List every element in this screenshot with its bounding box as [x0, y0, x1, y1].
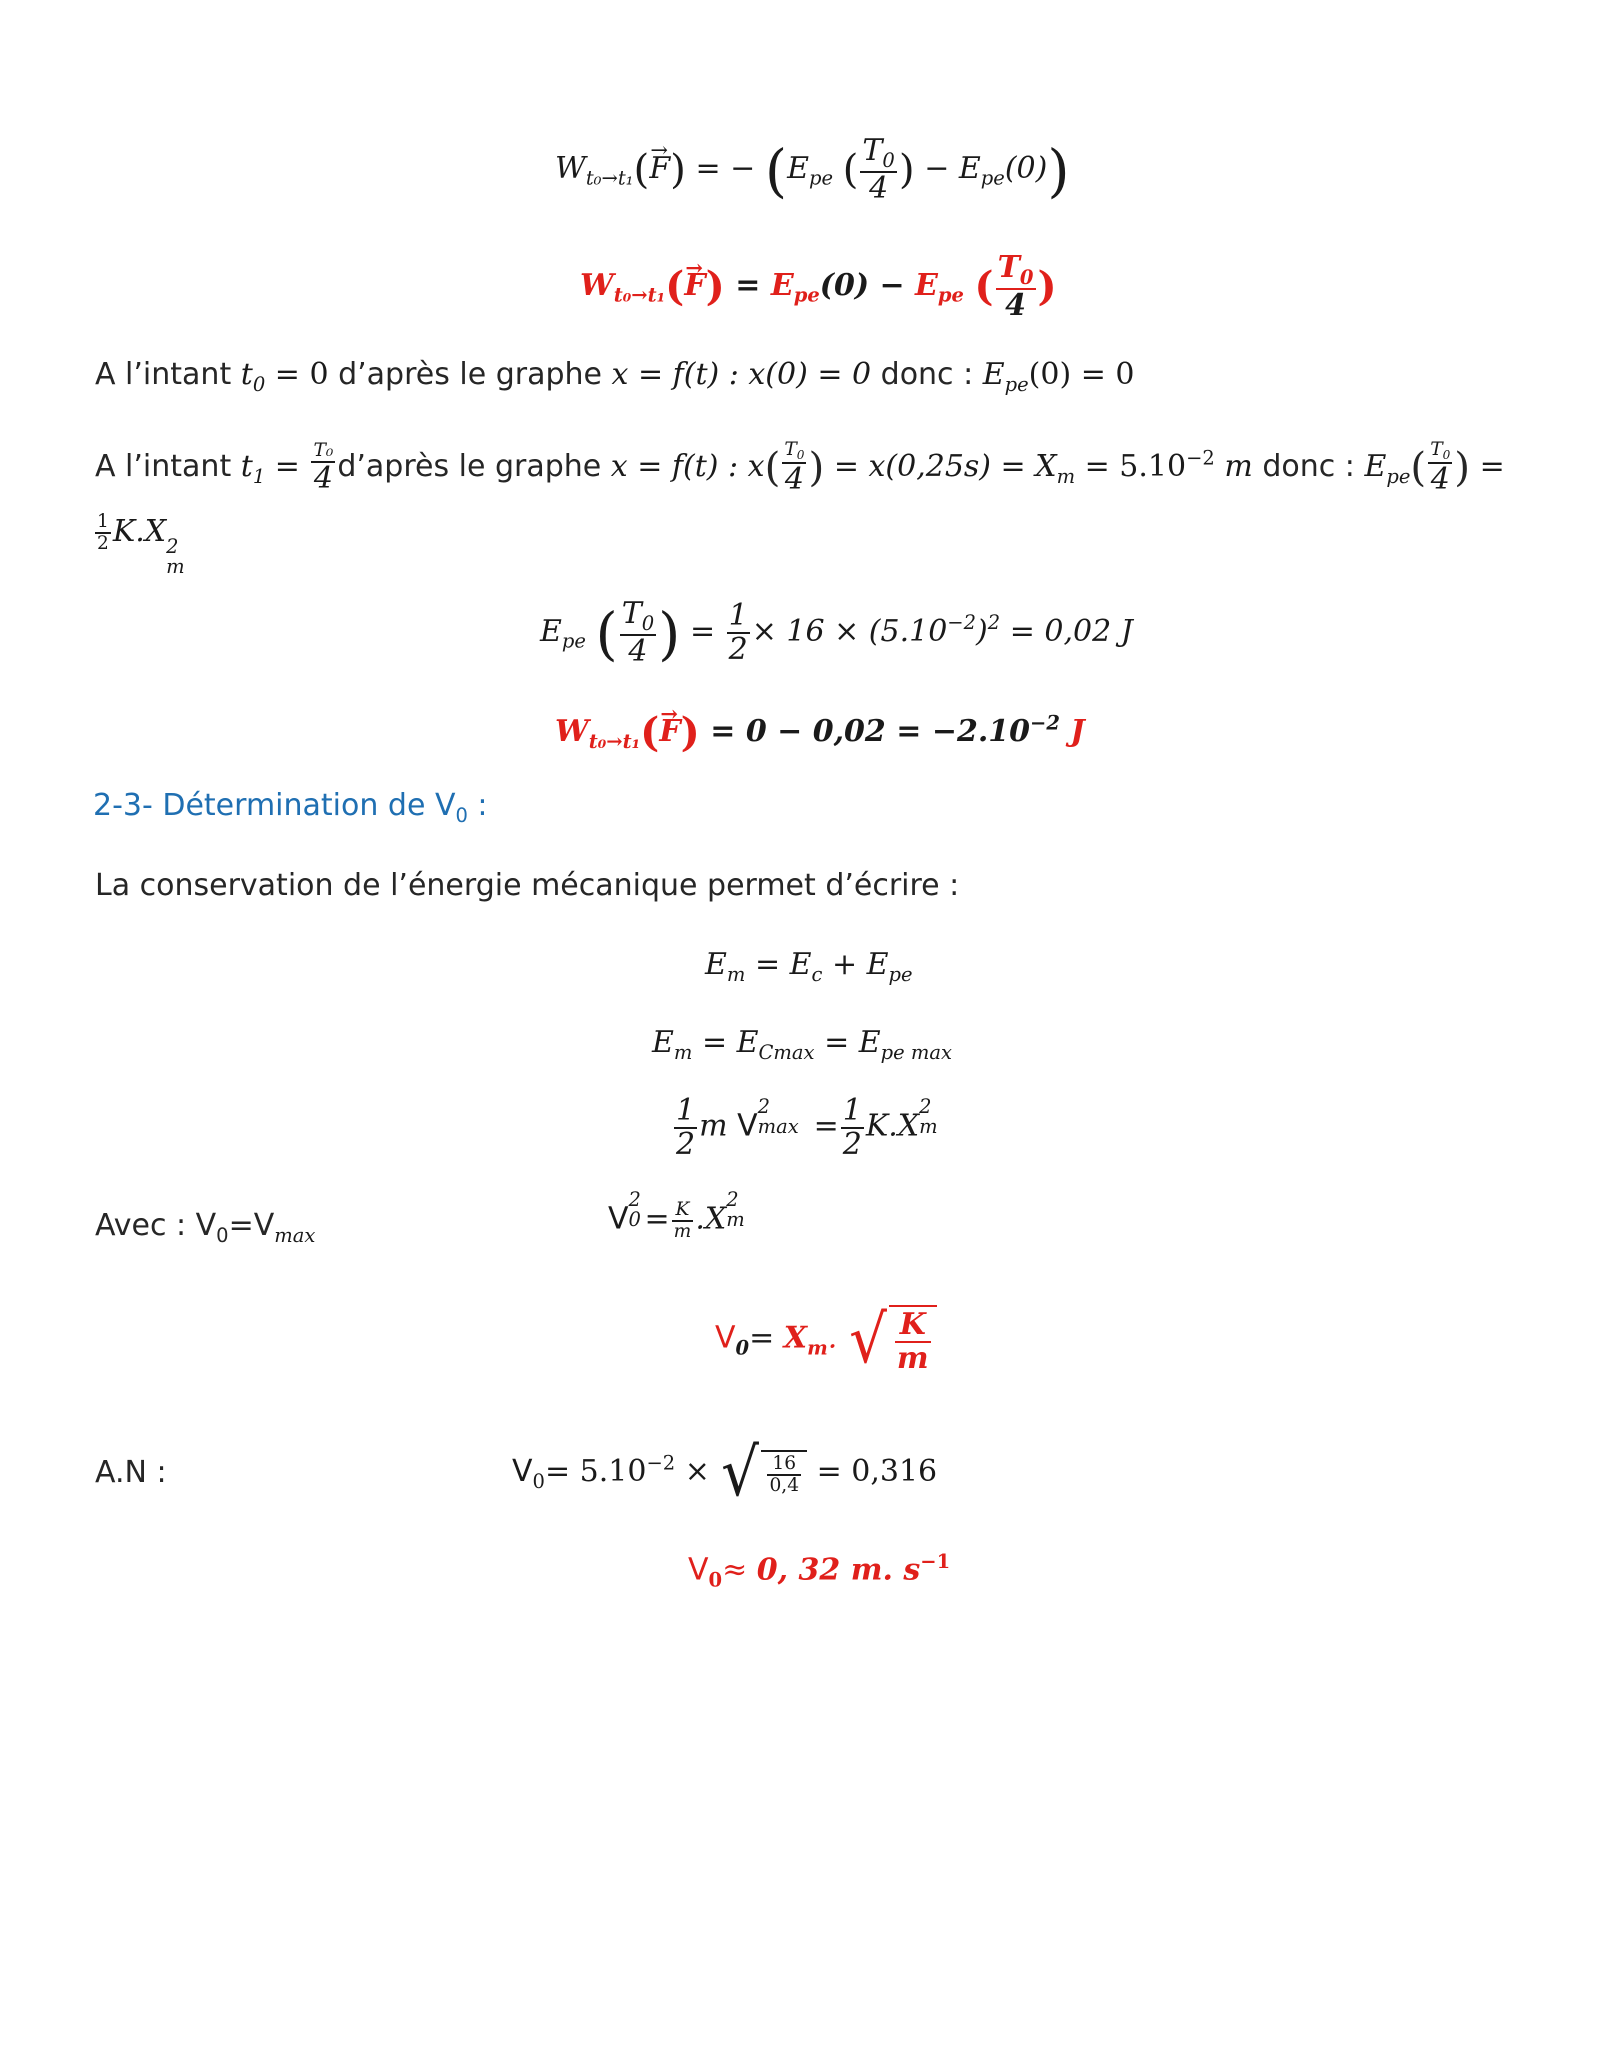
- subscript-0: 0: [735, 1336, 750, 1360]
- subscript-interval: t₀→t₁: [588, 729, 641, 753]
- math-k-xm: K.X: [112, 514, 167, 550]
- denominator-2: 2: [842, 1126, 862, 1162]
- equals-sign: =: [813, 1108, 839, 1144]
- subscript-pe: pe: [561, 629, 586, 653]
- equals-zero: = 0: [265, 357, 329, 392]
- math-equals-epe: = E: [814, 1025, 881, 1060]
- exponent: −2: [1030, 711, 1060, 735]
- subscript-0: 0: [252, 372, 266, 396]
- times-sign: ×: [675, 1454, 720, 1489]
- fraction-one-half: [674, 1095, 697, 1160]
- symbol-v: V: [608, 1201, 629, 1237]
- text-donc: donc :: [871, 357, 983, 392]
- equals-sign: =: [1470, 449, 1505, 485]
- fraction-k-over-m: [672, 1200, 694, 1241]
- symbol-epe: E: [982, 357, 1005, 392]
- text-a-lintant: A l’intant: [95, 449, 241, 485]
- result-value: = 0,02 J: [1000, 613, 1133, 649]
- math-x-equals-ft: x = f(t) : x: [610, 449, 765, 485]
- symbol-v: V: [737, 1108, 758, 1144]
- numerator-1: 1: [842, 1093, 862, 1128]
- equals-minus: = −: [695, 150, 756, 186]
- paragraph-half-kx2: [93, 511, 188, 579]
- text-dapres-graphe: d’après le graphe: [328, 357, 612, 392]
- argument-zero: (0): [1004, 150, 1048, 186]
- subscript-0: 0: [641, 611, 655, 635]
- symbol-x: X: [783, 1320, 808, 1356]
- symbol-epe: E: [540, 613, 562, 649]
- text-a-lintant: A l’intant: [95, 357, 241, 392]
- dot: .: [827, 1320, 838, 1356]
- math-plus-epe: + E: [822, 947, 889, 982]
- equation-work-definition: $W_{t_0\to t_1}(\to F)$ = − ($E_{pe}$ ( $\frac{T_0}{4}$ ) − $E_{pe}(0)$): [555, 135, 1070, 205]
- denominator-4: 4: [1005, 288, 1026, 324]
- subscript-m: m: [807, 1336, 828, 1360]
- subscript-0: 0: [532, 1469, 545, 1493]
- exponent: −1: [920, 1550, 951, 1573]
- fraction-t0-over-4: [311, 441, 335, 494]
- equation-em-sum: [705, 947, 913, 986]
- symbol-mass: m: [699, 1108, 738, 1144]
- subscript-interval: t₀→t₁: [585, 166, 634, 190]
- exponent-2: 2: [726, 1187, 739, 1211]
- subscript-0: 0: [216, 1223, 229, 1247]
- label-an: [95, 1455, 167, 1490]
- equation-v0-formula: [715, 1300, 937, 1378]
- equation-v0-squared: [608, 1187, 748, 1242]
- paragraph-instant-t1: A l’intant $t_1$ = $\frac{\text{T₀}}{4}$ d’après le graphe x = f(t) : x( $\frac{T_0}{4}$ ) = $x(0,25s) = X_m = 5.10^{-2}$ m donc : $E_{pe}$( $\frac{T_0}{4}$ ) =: [95, 439, 1505, 497]
- denominator-m: m: [673, 1220, 692, 1242]
- close-paren: ): [976, 613, 988, 649]
- equals-vmax: =V: [228, 1208, 275, 1243]
- final-value: 0, 32 m. s: [756, 1552, 921, 1588]
- math-epe-zero: (0) = 0: [1028, 357, 1135, 392]
- subscript-0: 0: [455, 803, 468, 827]
- exponent-2: 2: [166, 535, 179, 559]
- subscript-pe-max: pe max: [880, 1040, 953, 1064]
- subscript-m: m: [166, 555, 185, 579]
- symbol-epe: E: [787, 150, 810, 186]
- math-amplitude: = 5.10: [544, 1454, 647, 1489]
- argument-zero: (0): [819, 267, 870, 303]
- paragraph-conservation: [95, 868, 959, 903]
- math-xm: .X: [695, 1201, 727, 1237]
- denominator-4: 4: [313, 460, 333, 496]
- math-k-xm: K.X: [865, 1108, 920, 1144]
- fraction-t0-over-4: [620, 598, 656, 668]
- force-vector: → F: [649, 151, 670, 186]
- subscript-m: m: [1056, 465, 1076, 489]
- subscript-0: 0: [628, 1207, 641, 1231]
- subscript-0: 0: [708, 1568, 723, 1592]
- math-equals-ec: = E: [745, 947, 812, 982]
- exponent: −2: [947, 611, 977, 635]
- subscript-pe: pe: [937, 283, 964, 307]
- equation-v0-numeric: [512, 1434, 938, 1511]
- denominator-2: 2: [676, 1126, 696, 1162]
- math-product: × 16 × (5.10: [751, 613, 948, 649]
- subscript-0: 0: [882, 148, 895, 172]
- fraction-one-half: [95, 512, 111, 553]
- subscript-0: 0: [1019, 265, 1034, 289]
- math-amplitude: = 5.10: [1075, 449, 1187, 485]
- radical-sign-icon: √: [721, 1434, 760, 1511]
- math-x-value: = x(0,25s) = X: [824, 449, 1057, 485]
- denominator-2: 2: [97, 532, 109, 554]
- numerator-16: 16: [767, 1454, 801, 1476]
- equation-kinetic-potential: [672, 1095, 941, 1160]
- symbol-t: T: [621, 596, 642, 631]
- symbol-w: W: [555, 150, 586, 186]
- force-vector: → F: [684, 268, 705, 303]
- symbol-e: E: [652, 1025, 674, 1060]
- radical-sign-icon: √: [848, 1300, 887, 1378]
- approx-sign: ≈: [722, 1552, 757, 1588]
- symbol-v: V: [715, 1320, 736, 1356]
- result-value: = 0,316: [807, 1454, 938, 1489]
- minus-sign: −: [924, 150, 950, 186]
- minus-sign: −: [869, 267, 916, 303]
- exponent: −2: [646, 1451, 676, 1475]
- force-vector: → F: [659, 714, 680, 749]
- fraction-one-half: [841, 1095, 864, 1160]
- subscript-interval: t₀→t₁: [613, 283, 666, 307]
- numerator-1: 1: [728, 598, 748, 634]
- math-x-equals-ft: x = f(t) : x(0) = 0: [611, 357, 872, 392]
- subscript-pe: pe: [888, 962, 913, 986]
- subscript-max: max: [274, 1223, 316, 1247]
- equals-sign: =: [680, 613, 725, 649]
- exponent-2: 2: [628, 1187, 641, 1211]
- symbol-w: W: [555, 714, 589, 750]
- text-dapres-graphe: d’après le graphe: [337, 449, 611, 485]
- subscript-pe: pe: [1004, 372, 1029, 396]
- section-heading: [93, 788, 488, 827]
- fraction-one-half: [727, 600, 750, 665]
- exponent: −2: [1186, 446, 1215, 470]
- subscript-c: c: [811, 962, 823, 986]
- equals-sign: =: [724, 267, 771, 303]
- fraction-t0-over-4: $\frac{T_0}{4}$: [784, 439, 805, 497]
- denominator-4: 4: [628, 634, 648, 670]
- avec-text: Avec : V: [95, 1208, 217, 1243]
- subscript-pe: pe: [1386, 465, 1411, 489]
- subscript-1: 1: [252, 465, 266, 489]
- equals-sign: =: [644, 1201, 670, 1237]
- equation-epe-value: $E_{pe}$ ( $\frac{T_0}{4}$ ) = $\frac{1}{2}$ × $16 \times (5.10^{-2})^2 = 0,02$ J: [540, 596, 1133, 670]
- denominator-0-4: 0,4: [769, 1475, 800, 1496]
- square-root: [719, 1434, 807, 1511]
- symbol-t: T: [997, 250, 1020, 285]
- square-root: [847, 1300, 937, 1378]
- numerator-k: K: [672, 1200, 694, 1222]
- math-work-value: = 0 − 0,02 = −2.10: [699, 714, 1031, 750]
- denominator-4: 4: [869, 171, 889, 207]
- subscript-m: m: [726, 1207, 745, 1231]
- an-text: A.N :: [95, 1455, 167, 1490]
- symbol-e: E: [705, 947, 727, 982]
- numerator-k: K: [895, 1309, 931, 1343]
- exponent-2: 2: [757, 1094, 771, 1118]
- subscript-pe: pe: [980, 166, 1005, 190]
- symbol-t: T: [862, 133, 883, 168]
- equals-sign: =: [749, 1320, 784, 1356]
- math-equals-ecmax: = E: [692, 1025, 759, 1060]
- symbol-v: V: [688, 1552, 709, 1588]
- fraction-t0-over-4: [860, 135, 896, 205]
- fraction-t0-over-4: $\frac{T_0}{4}$: [1430, 439, 1451, 497]
- equation-work-result-symbolic: $W_{t_0\to t_1}(\to F) = E_{pe}(0) - E_{pe}$ ( $\frac{T_0}{4}$ ): [580, 252, 1057, 322]
- unit-m: m: [1214, 449, 1253, 485]
- symbol-v: V: [512, 1454, 533, 1489]
- numerator-1: 1: [676, 1093, 696, 1128]
- text-donc: donc :: [1252, 449, 1365, 485]
- equals-sign: =: [265, 449, 310, 485]
- numerator-1: 1: [97, 511, 109, 532]
- symbol-t: t: [240, 357, 253, 392]
- denominator-m: m: [896, 1340, 929, 1376]
- symbol-epe: E: [958, 150, 981, 186]
- denominator-2: 2: [728, 631, 748, 667]
- subscript-m: m: [726, 962, 746, 986]
- exponent-2: 2: [919, 1094, 932, 1118]
- symbol-t: t: [240, 449, 253, 485]
- subscript-m: m: [673, 1040, 693, 1064]
- symbol-epe: E: [915, 267, 938, 303]
- equation-work-numeric: $W_{t_0\to t_1}(\to F) = 0 - 0,02 = -2.10^{-2}$ J: [555, 708, 1085, 756]
- heading-colon: :: [467, 788, 488, 823]
- subscript-pe: pe: [809, 166, 834, 190]
- paragraph-instant-t0: [95, 357, 1134, 396]
- subscript-cmax: Cmax: [758, 1040, 815, 1064]
- symbol-epe: E: [1364, 449, 1387, 485]
- symbol-w: W: [580, 267, 614, 303]
- exponent-2: 2: [987, 611, 1001, 635]
- fraction-t0-over-4: [996, 252, 1036, 322]
- subscript-m: m: [919, 1114, 938, 1138]
- subscript-max: max: [757, 1114, 799, 1138]
- equation-v0-final: [688, 1550, 950, 1592]
- symbol-epe: E: [770, 267, 794, 303]
- subscript-pe: pe: [793, 283, 820, 307]
- equation-em-max: [652, 1025, 952, 1064]
- heading-text: 2-3- Détermination de V: [93, 788, 456, 823]
- paragraph-avec: [95, 1208, 315, 1247]
- numerator-t0: T₀: [313, 440, 334, 462]
- conservation-text: La conservation de l’énergie mécanique permet d’écrire :: [95, 868, 960, 903]
- unit-joule: J: [1059, 714, 1085, 750]
